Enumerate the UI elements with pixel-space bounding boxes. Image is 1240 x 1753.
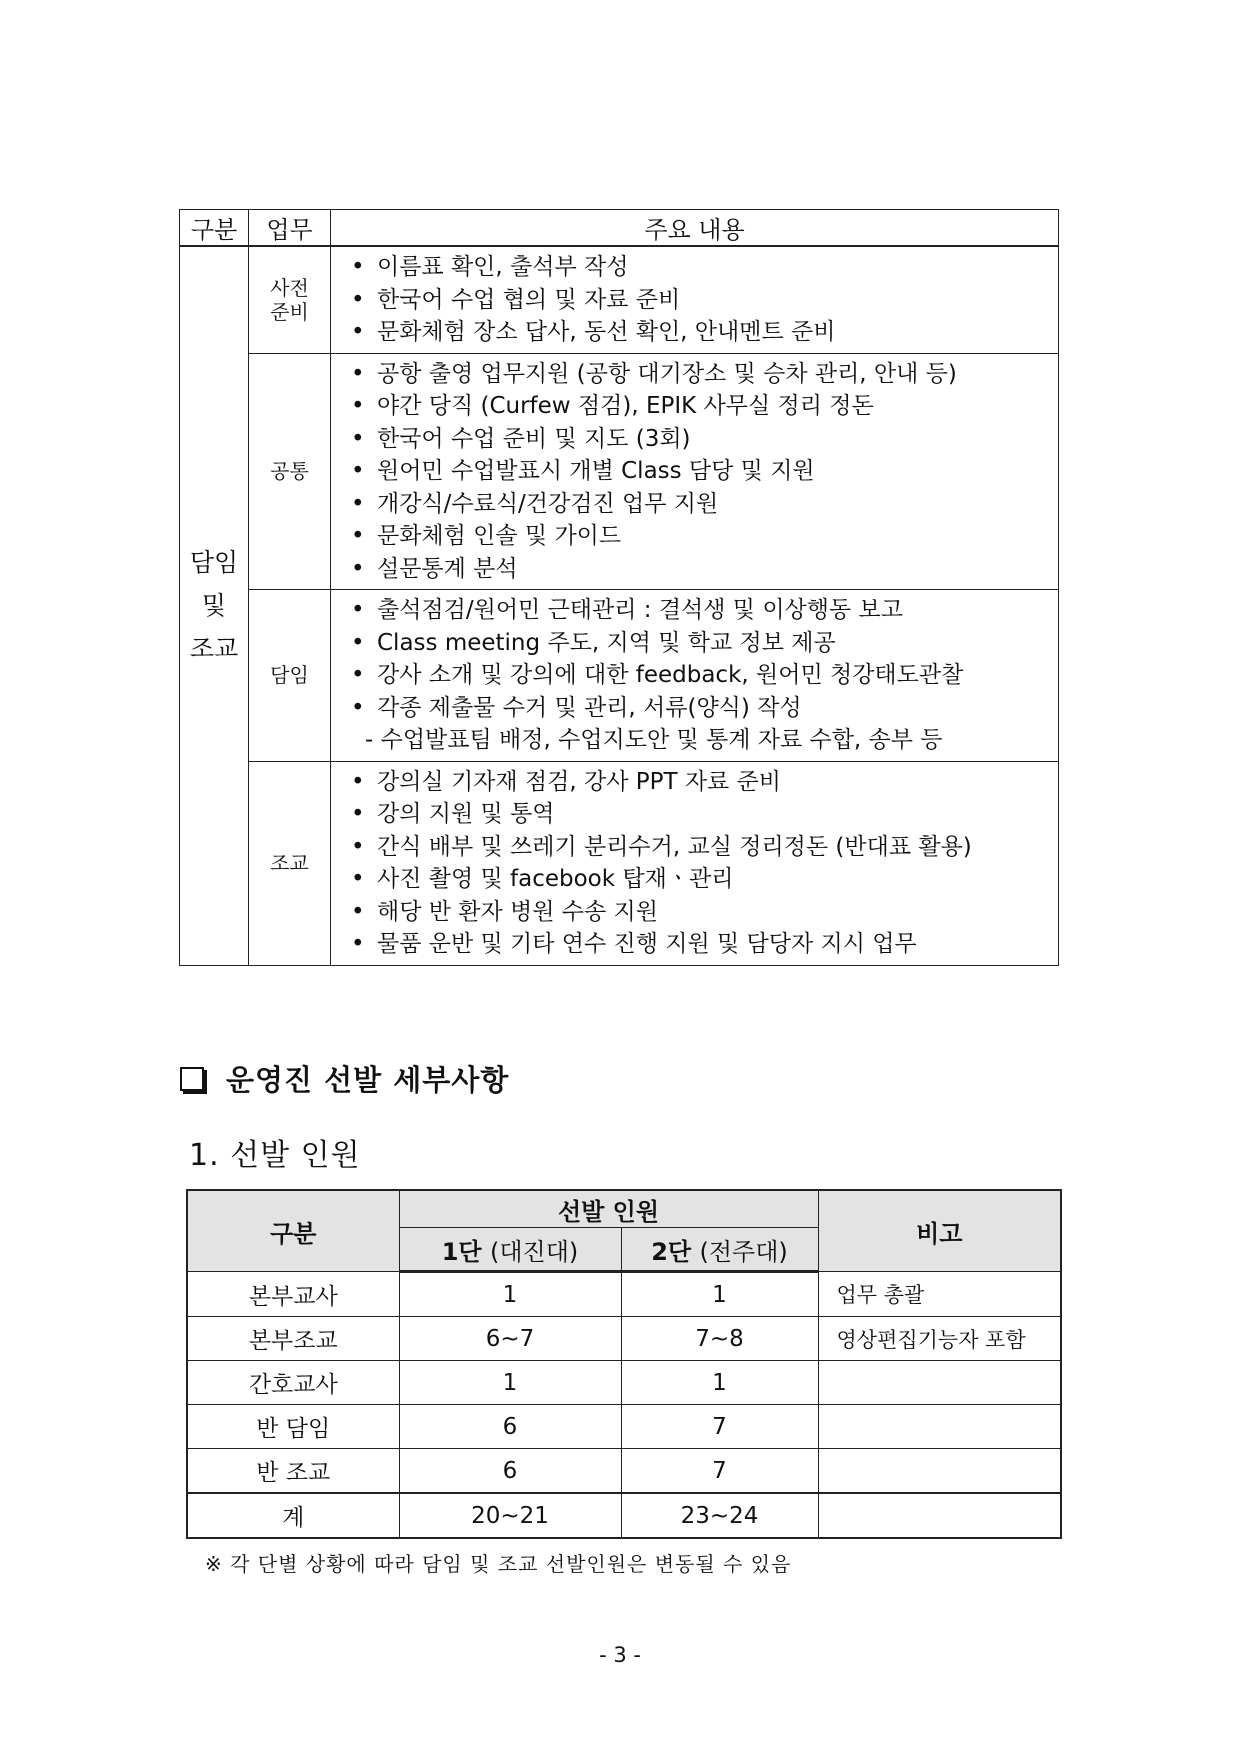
duty-item: • 각종 제출물 수거 및 관리, 서류(양식) 작성 xyxy=(351,692,1048,725)
duty-item: • 한국어 수업 준비 및 지도 (3회) xyxy=(351,423,1048,456)
cell-phase1: 6~7 xyxy=(399,1317,621,1361)
duties-row-assistant xyxy=(180,761,1059,965)
label-line: 공통 xyxy=(270,459,309,484)
staff-selection-table xyxy=(186,1189,1062,1539)
duties-category-cell xyxy=(180,246,249,965)
label-line: 담임 xyxy=(270,663,309,688)
duty-item: • 사진 촬영 및 facebook 탑재ㆍ관리 xyxy=(351,863,1048,896)
table-row xyxy=(187,1405,1061,1449)
label-line: 준비 xyxy=(270,299,309,324)
section-heading xyxy=(180,1058,509,1099)
cell-phase2: 23~24 xyxy=(621,1493,818,1538)
cell-category: 본부조교 xyxy=(187,1317,399,1361)
table-row xyxy=(187,1317,1061,1361)
duties-row-homeroom xyxy=(180,590,1059,762)
staff-header-note: 비고 xyxy=(818,1190,1061,1272)
cell-phase1: 1 xyxy=(399,1361,621,1405)
table-row xyxy=(187,1449,1061,1494)
duty-item: • 출석점검/원어민 근태관리 : 결석생 및 이상행동 보고 xyxy=(351,594,1048,627)
duties-header-task: 업무 xyxy=(249,210,331,247)
cell-note: 업무 총괄 xyxy=(818,1272,1061,1317)
cell-category: 계 xyxy=(187,1493,399,1538)
duty-item: • 강사 소개 및 강의에 대한 feedback, 원어민 청강태도관찰 xyxy=(351,659,1048,692)
section-items-homeroom xyxy=(331,590,1059,762)
staff-header-selection: 선발 인원 xyxy=(399,1190,818,1228)
checkbox-square-icon xyxy=(180,1067,204,1091)
phase2-label: 2단 xyxy=(651,1237,692,1266)
duty-item: • 강의실 기자재 점검, 강사 PPT 자료 준비 xyxy=(351,766,1048,799)
duty-item: • 강의 지원 및 통역 xyxy=(351,798,1048,831)
cell-phase1: 20~21 xyxy=(399,1493,621,1538)
duty-item: • 이름표 확인, 출석부 작성 xyxy=(351,251,1048,284)
label-line: 조교 xyxy=(270,851,309,875)
duties-table xyxy=(179,209,1059,966)
cell-note xyxy=(818,1449,1061,1494)
duty-item: • 한국어 수업 협의 및 자료 준비 xyxy=(351,284,1048,317)
duty-item: • 문화체험 장소 답사, 동선 확인, 안내멘트 준비 xyxy=(351,316,1048,349)
page-number: - 3 - xyxy=(599,1643,641,1667)
section-items-prep xyxy=(331,246,1059,353)
cell-phase1: 6 xyxy=(399,1449,621,1494)
duties-row-prep xyxy=(180,246,1059,353)
cell-phase2: 7~8 xyxy=(621,1317,818,1361)
phase2-venue: (전주대) xyxy=(699,1237,788,1266)
cell-phase2: 1 xyxy=(621,1272,818,1317)
duties-header-category: 구분 xyxy=(180,210,249,247)
subheading: 1. 선발 인원 xyxy=(189,1138,361,1173)
label-line: 사전 xyxy=(270,275,309,300)
cell-category: 간호교사 xyxy=(187,1361,399,1405)
duty-item: • 해당 반 환자 병원 수송 지원 xyxy=(351,896,1048,929)
cell-phase1: 1 xyxy=(399,1272,621,1317)
category-line: 담임 xyxy=(189,548,239,578)
duty-item: • 원어민 수업발표시 개별 Class 담당 및 지원 xyxy=(351,455,1048,488)
phase1-venue: (대진대) xyxy=(489,1237,579,1266)
duty-item: • Class meeting 주도, 지역 및 학교 정보 제공 xyxy=(351,627,1048,660)
cell-phase1: 6 xyxy=(399,1405,621,1449)
duties-header-content: 주요 내용 xyxy=(331,210,1059,247)
duties-header-row xyxy=(180,210,1059,247)
duty-subitem: - 수업발표팀 배정, 수업지도안 및 통계 자료 수합, 송부 등 xyxy=(365,727,943,753)
duty-item: • 설문통계 분석 xyxy=(351,553,1048,586)
section-label-prep xyxy=(249,246,331,353)
category-line: 및 xyxy=(201,591,227,621)
section-label-homeroom xyxy=(249,590,331,762)
footnote: ※ 각 단별 상황에 따라 담임 및 조교 선발인원은 변동될 수 있음 xyxy=(205,1552,792,1576)
duty-item: • 문화체험 인솔 및 가이드 xyxy=(351,520,1048,553)
duty-item: • 물품 운반 및 기타 연수 진행 지원 및 담당자 지시 업무 xyxy=(351,928,1048,961)
cell-category: 반 조교 xyxy=(187,1449,399,1494)
staff-header-row xyxy=(187,1190,1061,1228)
duty-item: • 개강식/수료식/건강검진 업무 지원 xyxy=(351,488,1048,521)
staff-header-category: 구분 xyxy=(187,1190,399,1272)
table-row xyxy=(187,1361,1061,1405)
cell-phase2: 1 xyxy=(621,1361,818,1405)
staff-header-phase1 xyxy=(399,1228,621,1272)
section-label-assistant xyxy=(249,761,331,965)
cell-note xyxy=(818,1493,1061,1538)
section-items-common xyxy=(331,353,1059,590)
staff-header-phase2 xyxy=(621,1228,818,1272)
cell-note: 영상편집기능자 포함 xyxy=(818,1317,1061,1361)
section-items-assistant xyxy=(331,761,1059,965)
cell-phase2: 7 xyxy=(621,1449,818,1494)
table-row-total xyxy=(187,1493,1061,1538)
duties-row-common xyxy=(180,353,1059,590)
cell-note xyxy=(818,1361,1061,1405)
cell-note xyxy=(818,1405,1061,1449)
category-line: 조교 xyxy=(189,634,239,664)
cell-phase2: 7 xyxy=(621,1405,818,1449)
cell-category: 반 담임 xyxy=(187,1405,399,1449)
table-row xyxy=(187,1272,1061,1317)
duty-item: • 간식 배부 및 쓰레기 분리수거, 교실 정리정돈 (반대표 활용) xyxy=(351,831,1048,864)
phase1-label: 1단 xyxy=(441,1237,482,1266)
duty-item: • 야간 당직 (Curfew 점검), EPIK 사무실 정리 정돈 xyxy=(351,390,1048,423)
section-label-common xyxy=(249,353,331,590)
section-heading-text: 운영진 선발 세부사항 xyxy=(226,1063,510,1097)
cell-category: 본부교사 xyxy=(187,1272,399,1317)
duty-item: • 공항 출영 업무지원 (공항 대기장소 및 승차 관리, 안내 등) xyxy=(351,358,1048,391)
